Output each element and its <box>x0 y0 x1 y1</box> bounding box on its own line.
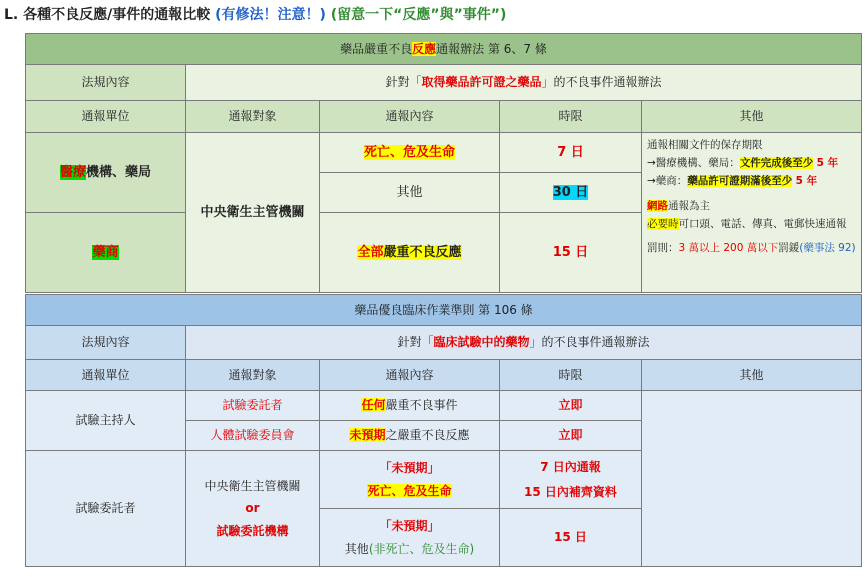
table1-col-other: 其他 <box>642 101 862 133</box>
table2-law-label: 法規內容 <box>26 326 186 360</box>
table2-time-immediate-2: 立即 <box>500 421 642 451</box>
table2-time-15: 15 日 <box>500 509 642 567</box>
serious-adr-table <box>25 33 862 293</box>
table1-col-unit: 通報單位 <box>26 101 186 133</box>
table1-law-label: 法規內容 <box>26 65 186 101</box>
table2-law-text: 針對「臨床試驗中的藥物」的不良事件通報辦法 <box>186 326 862 360</box>
table1-time-15: 15 日 <box>500 213 642 293</box>
table1-target: 中央衛生主管機關 <box>186 133 320 293</box>
table1-notes: 通報相關文件的保存期限 →醫療機構、藥局：文件完成後至少 5 年 →藥商：藥品許可證期滿後至少 5 年 網路通報為主 必要時可口頭、電話、傳真、電郵快速通報 罰則：3 萬以上 200 萬以下罰鍰(藥事法 92) <box>642 133 862 293</box>
table1-content-other: 其他 <box>320 173 500 213</box>
table2-header: 藥品優良臨床作業準則 第 106 條 <box>26 295 862 326</box>
table1-col-content: 通報內容 <box>320 101 500 133</box>
clinical-trial-table <box>25 294 862 567</box>
table1-time-7: 7 日 <box>500 133 642 173</box>
table2-col-content: 通報內容 <box>320 360 500 391</box>
table2-target-sponsor: 試驗委託者 <box>186 391 320 421</box>
table1-header: 藥品嚴重不良反應通報辦法 第 6、7 條 <box>26 34 862 65</box>
table2-col-unit: 通報單位 <box>26 360 186 391</box>
table2-col-other: 其他 <box>642 360 862 391</box>
table2-content-unexpected-death: 「未預期」 死亡、危及生命 <box>320 451 500 509</box>
title-green-note: (留意一下“反應”與”事件”) <box>330 7 507 23</box>
page-title <box>4 4 506 30</box>
title-blue-note: (有修法！注意！) <box>215 7 326 23</box>
table2-col-target: 通報對象 <box>186 360 320 391</box>
table1-col-time: 時限 <box>500 101 642 133</box>
table2-time-7-15: 7 日內通報 15 日內補齊資料 <box>500 451 642 509</box>
table2-other <box>642 391 862 567</box>
table1-unit-pharma: 藥商 <box>26 213 186 293</box>
table1-law-text: 針對「取得藥品許可證之藥品」的不良事件通報辦法 <box>186 65 862 101</box>
table1-time-30: 30 日 <box>500 173 642 213</box>
table1-content-death: 死亡、危及生命 <box>320 133 500 173</box>
table2-unit-investigator: 試驗主持人 <box>26 391 186 451</box>
table1-col-target: 通報對象 <box>186 101 320 133</box>
table2-col-time: 時限 <box>500 360 642 391</box>
table2-target-authority: 中央衛生主管機關 or 試驗委託機構 <box>186 451 320 567</box>
table2-content-any: 任何嚴重不良事件 <box>320 391 500 421</box>
title-prefix: L. 各種不良反應/事件的通報比較 <box>4 7 211 23</box>
table2-unit-sponsor: 試驗委託者 <box>26 451 186 567</box>
table1-content-all: 全部嚴重不良反應 <box>320 213 500 293</box>
table1-unit-medical: 醫療機構、藥局 <box>26 133 186 213</box>
table2-content-unexpected-other: 「未預期」 其他(非死亡、危及生命) <box>320 509 500 567</box>
table2-time-immediate-1: 立即 <box>500 391 642 421</box>
table2-content-unexpected: 未預期之嚴重不良反應 <box>320 421 500 451</box>
table2-target-irb: 人體試驗委員會 <box>186 421 320 451</box>
